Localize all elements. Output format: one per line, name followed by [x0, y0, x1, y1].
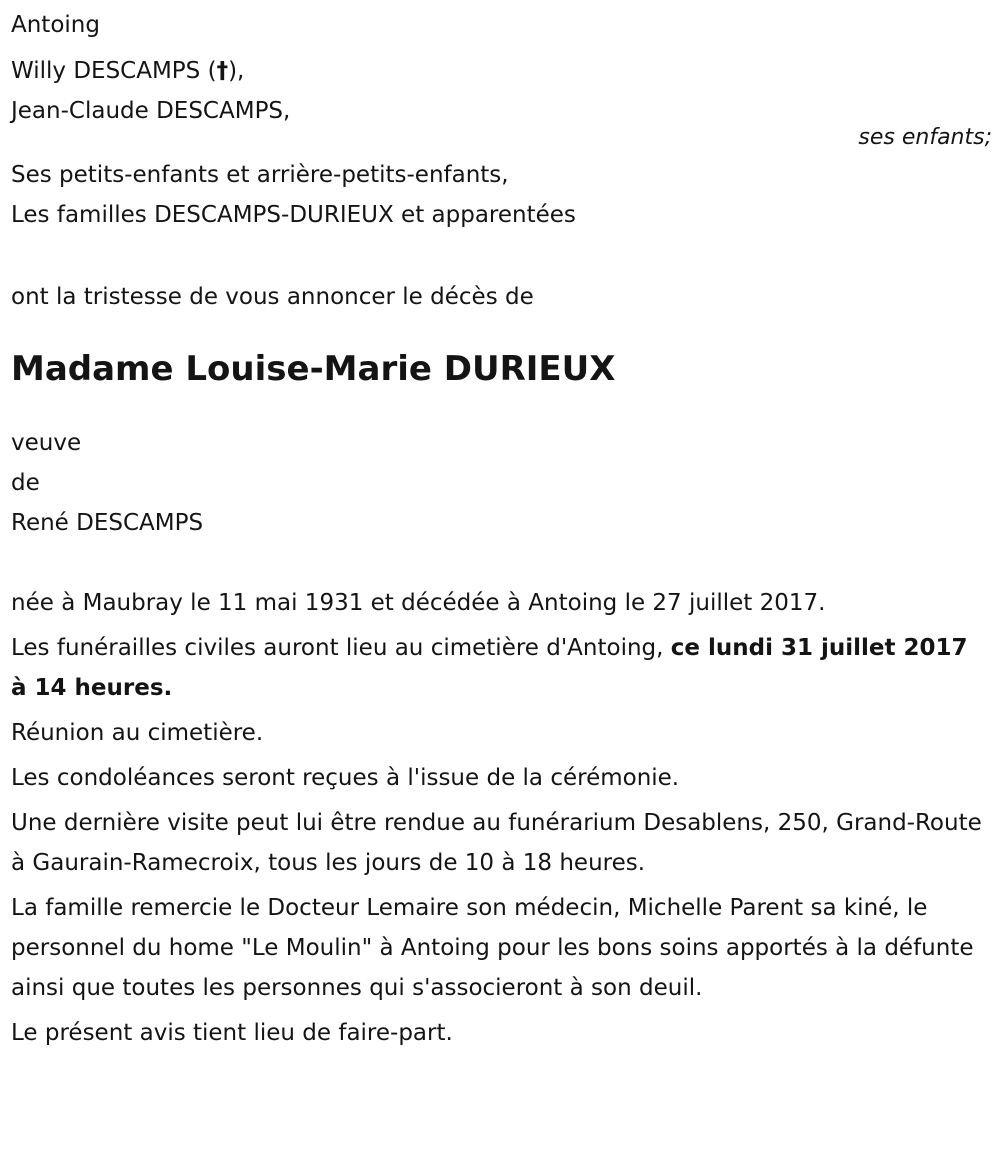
birth-death-paragraph: née à Maubray le 11 mai 1931 et décédée à Antoing le 27 juillet 2017. [11, 590, 826, 616]
child-1-name: Willy DESCAMPS ( [11, 58, 217, 84]
child-1-end: ), [228, 58, 245, 84]
city-line: Antoing [11, 12, 100, 38]
funeral-date: ce lundi 31 juillet 2017 à 14 heures. [11, 635, 968, 701]
widow-line-2: de [11, 470, 40, 496]
thanks-paragraph: La famille remercie le Docteur Lemaire son médecin, Michelle Parent sa kiné, le personnel du home "Le Moulin" à Antoing pour les bons soins apportés à la défunte ainsi que toutes les personnes qui s'associeront à son deuil. [11, 895, 974, 1001]
child-2-line: Jean-Claude DESCAMPS, [11, 98, 291, 124]
children-label: ses enfants; [858, 125, 992, 150]
condolences-paragraph: Les condoléances seront reçues à l'issue de la cérémonie. [11, 765, 680, 791]
announcement-line: ont la tristesse de vous annoncer le décès de [11, 284, 534, 310]
child-1-line [11, 51, 986, 91]
widow-line-1: veuve [11, 430, 82, 456]
grandchildren-line: Ses petits-enfants et arrière-petits-enfants, [11, 162, 509, 188]
meeting-paragraph: Réunion au cimetière. [11, 720, 264, 746]
obituary-document [11, 5, 986, 1058]
notice-paragraph: Le présent avis tient lieu de faire-part. [11, 1020, 453, 1046]
funeral-prefix: Les funérailles civiles auront lieu au cimetière d'Antoing, [11, 635, 671, 661]
families-line: Les familles DESCAMPS-DURIEUX et apparentées [11, 202, 576, 228]
visit-paragraph: Une dernière visite peut lui être rendue au funérarium Desablens, 250, Grand-Route à Gaurain-Ramecroix, tous les jours de 10 à 18 heures. [11, 810, 982, 876]
deceased-name: Madame Louise-Marie DURIEUX [11, 349, 616, 389]
funeral-paragraph [11, 628, 986, 708]
cross-icon: † [216, 58, 229, 84]
widow-line-3: René DESCAMPS [11, 510, 204, 536]
